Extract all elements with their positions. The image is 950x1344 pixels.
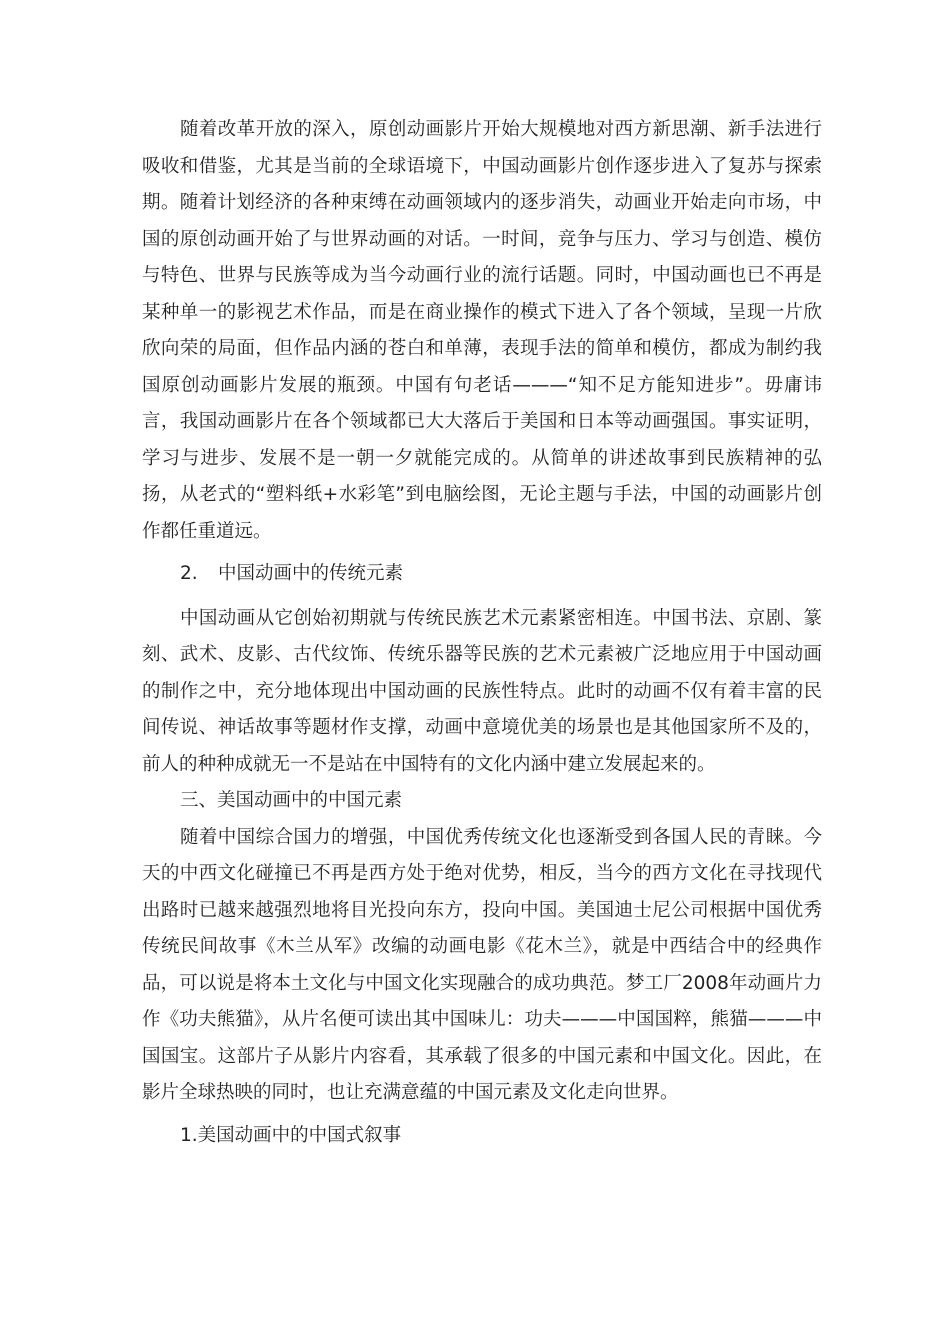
paragraph-reform-era: 随着改革开放的深入，原创动画影片开始大规模地对西方新思潮、新手法进行吸收和借鉴，尤其是当前的全球语境下，中国动画影片创作逐步进入了复苏与探索期。随着计划经济的各种束缚在动画领域内的逐步消失，动画业开始走向市场，中国的原创动画开始了与世界动画的对话。一时间，竞争与压力、学习与创造、模仿与特色、世界与民族等成为当今动画行业的流行话题。同时，中国动画也已不再是某种单一的影视艺术作品，而是在商业操作的模式下进入了各个领域，呈现一片欣欣向荣的局面，但作品内涵的苍白和单薄，表现手法的简单和模仿，都成为制约我国原创动画影片发展的瓶颈。中国有句老话———“知不足方能知进步”。毋庸讳言，我国动画影片在各个领域都已大大落后于美国和日本等动画强国。事实证明，学习与进步、发展不是一朝一夕就能完成的。从简单的讲述故事到民族精神的弘扬，从老式的“塑料纸+水彩笔”到电脑绘图，无论主题与手法，中国的动画影片创作都任重道远。 — [142, 119, 822, 542]
section-title: 中国动画中的传统元素 — [218, 563, 404, 584]
section-number: 2. — [180, 563, 198, 584]
subsection-heading-chinese-narrative: 1.美国动画中的中国式叙事 — [180, 1124, 402, 1146]
section-heading-traditional-elements — [142, 556, 822, 593]
chapter-heading-american-animation: 三、美国动画中的中国元素 — [180, 790, 403, 811]
document-page — [142, 112, 822, 1154]
paragraph-american-animation: 随着中国综合国力的增强，中国优秀传统文化也逐渐受到各国人民的青睐。今天的中西文化碰撞已不再是西方处于绝对优势，相反，当今的西方文化在寻找现代出路时已越来越强烈地将目光投向东方，投向中国。美国迪士尼公司根据中国优秀传统民间故事《木兰从军》改编的动画电影《花木兰》，就是中西结合中的经典作品，可以说是将本土文化与中国文化实现融合的成功典范。梦工厂2008年动画片力作《功夫熊猫》，从片名便可读出其中国味儿：功夫———中国国粹，熊猫———中国国宝。这部片子从影片内容看，其承载了很多的中国元素和中国文化。因此，在影片全球热映的同时，也让充满意蕴的中国元素及文化走向世界。 — [142, 826, 822, 1103]
paragraph-traditional-elements: 中国动画从它创始初期就与传统民族艺术元素紧密相连。中国书法、京剧、篆刻、武术、皮影、古代纹饰、传统乐器等民族的艺术元素被广泛地应用于中国动画的制作之中，充分地体现出中国动画的民族性特点。此时的动画不仅有着丰富的民间传说、神话故事等题材作支撑，动画中意境优美的场景也是其他国家所不及的，前人的种种成就无一不是站在中国特有的文化内涵中建立发展起来的。 — [142, 607, 822, 775]
